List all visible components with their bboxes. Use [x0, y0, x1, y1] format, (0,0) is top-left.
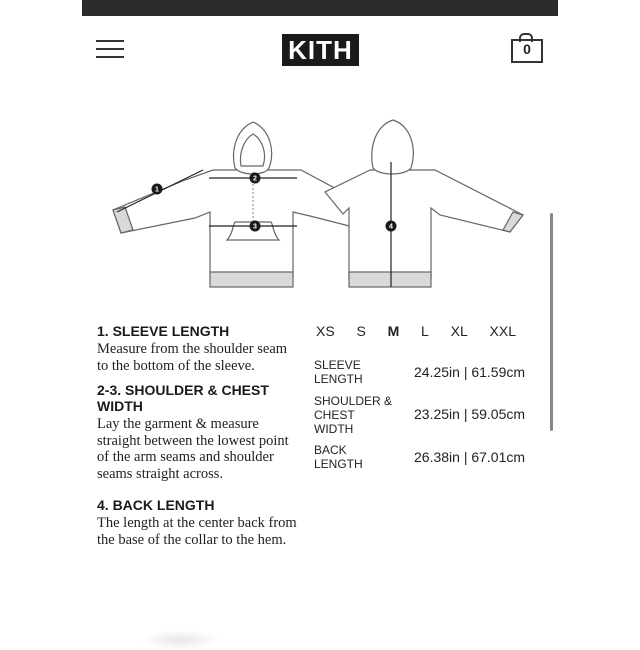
- size-option-l[interactable]: L: [421, 323, 429, 339]
- guide-body: Measure from the shoulder seam to the bottom of the sleeve.: [97, 341, 288, 374]
- size-option-m-selected[interactable]: M: [387, 323, 400, 339]
- hoodie-back-illustration: [325, 120, 523, 287]
- size-option-xl[interactable]: XL: [450, 323, 468, 339]
- guide-body: Lay the garment & measure straight between the lowest point of the arm seams and shoulder seams straight across.: [97, 416, 289, 482]
- measurement-label: BACK LENGTH: [314, 443, 363, 471]
- size-option-s[interactable]: S: [356, 323, 366, 339]
- measurement-guide: [97, 323, 297, 548]
- marker-2-label: 2: [253, 175, 257, 183]
- marker-4-label: 4: [389, 223, 393, 231]
- measurement-label: SLEEVE LENGTH: [314, 358, 363, 386]
- measurement-value: 26.38in | 67.01cm: [414, 449, 526, 465]
- size-selector: [316, 323, 516, 339]
- cart-count: 0: [523, 41, 531, 57]
- size-option-xxl[interactable]: XXL: [489, 323, 516, 339]
- guide-heading: 1. SLEEVE LENGTH: [97, 323, 230, 339]
- guide-section-back: [97, 497, 297, 548]
- measurement-label: SHOULDER & CHEST WIDTH: [314, 394, 393, 436]
- hamburger-menu-icon[interactable]: [96, 40, 124, 60]
- measurement-value: 23.25in | 59.05cm: [414, 406, 526, 422]
- guide-heading: 4. BACK LENGTH: [97, 497, 215, 513]
- guide-section-sleeve: [97, 323, 297, 374]
- bottom-shadow: [140, 630, 220, 650]
- size-option-xs[interactable]: XS: [316, 323, 335, 339]
- guide-heading: 2-3. SHOULDER & CHEST WIDTH: [97, 382, 269, 414]
- cart-button[interactable]: [511, 33, 543, 63]
- brand-logo[interactable]: KITH: [282, 34, 359, 66]
- hoodie-measurement-diagram: [105, 112, 535, 297]
- guide-section-width: [97, 382, 297, 482]
- scrollbar[interactable]: [550, 213, 553, 431]
- top-bar: [82, 0, 558, 16]
- measurement-value: 24.25in | 61.59cm: [414, 364, 526, 380]
- guide-body: The length at the center back from the base of the collar to the hem.: [97, 515, 297, 548]
- marker-3-label: 3: [253, 223, 257, 231]
- marker-1-label: 1: [155, 186, 159, 194]
